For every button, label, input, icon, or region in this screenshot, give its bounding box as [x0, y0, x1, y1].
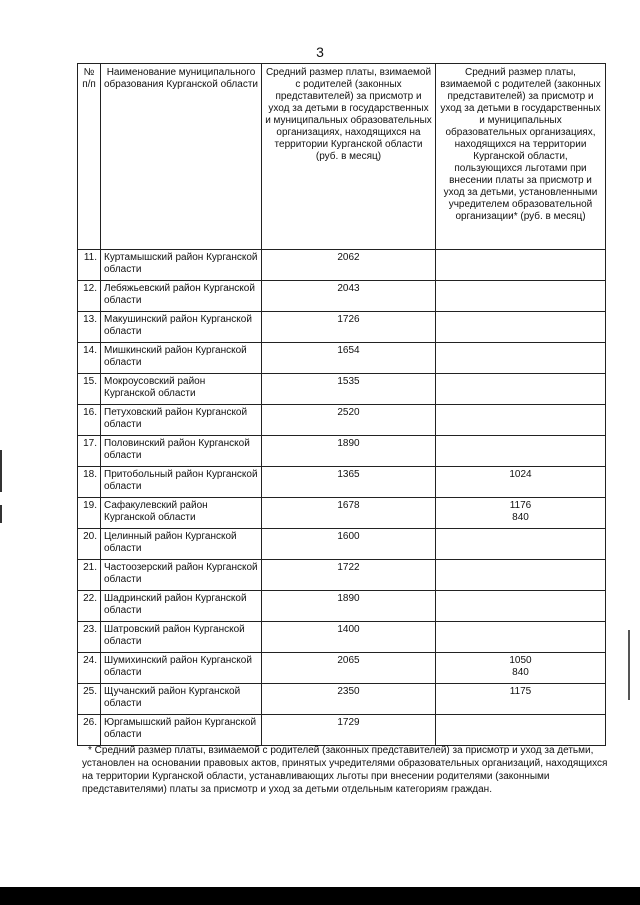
row-avg-fee-benefits	[436, 498, 606, 529]
row-municipality: Целинный район Курганской области	[101, 529, 262, 560]
fees-table	[77, 63, 606, 746]
row-avg-fee: 1726	[262, 312, 436, 343]
row-number: 19.	[78, 498, 101, 529]
scan-margin-mark	[0, 505, 2, 523]
row-municipality: Юргамышский район Курганской области	[101, 715, 262, 746]
row-number: 12.	[78, 281, 101, 312]
row-number: 20.	[78, 529, 101, 560]
row-municipality: Половинский район Курганской области	[101, 436, 262, 467]
row-avg-fee-benefits	[436, 560, 606, 591]
row-avg-fee: 1729	[262, 715, 436, 746]
row-number: 25.	[78, 684, 101, 715]
table-row	[78, 591, 606, 622]
row-number: 18.	[78, 467, 101, 498]
row-avg-fee: 2065	[262, 653, 436, 684]
row-avg-fee-benefits	[436, 343, 606, 374]
row-avg-fee-benefits	[436, 405, 606, 436]
row-number: 26.	[78, 715, 101, 746]
row-number: 16.	[78, 405, 101, 436]
row-avg-fee: 1890	[262, 436, 436, 467]
table-row	[78, 653, 606, 684]
row-municipality: Макушинский район Курганской области	[101, 312, 262, 343]
table-row	[78, 281, 606, 312]
row-avg-fee: 1365	[262, 467, 436, 498]
table-row	[78, 560, 606, 591]
header-avg-fee: Средний размер платы, взимаемой с родителей (законных представителей) за присмотр и уход за детьми в государственных и муниципальных образовательных организациях, находящихся на территории Курганской области (руб. в месяц)	[262, 64, 436, 250]
row-municipality: Лебяжьевский район Курганской области	[101, 281, 262, 312]
scan-edge-bar	[0, 887, 640, 905]
row-avg-fee-benefits	[436, 436, 606, 467]
row-avg-fee: 1654	[262, 343, 436, 374]
row-avg-fee: 1678	[262, 498, 436, 529]
row-avg-fee-benefits	[436, 622, 606, 653]
benefit-value: 1175	[509, 686, 532, 697]
row-municipality: Шатровский район Курганской области	[101, 622, 262, 653]
benefit-value: 1176	[509, 500, 532, 511]
header-num: № п/п	[78, 64, 101, 250]
row-number: 22.	[78, 591, 101, 622]
page-number: 3	[316, 44, 324, 60]
row-avg-fee-benefits	[436, 529, 606, 560]
row-avg-fee-benefits	[436, 250, 606, 281]
row-number: 14.	[78, 343, 101, 374]
table-row	[78, 529, 606, 560]
row-avg-fee-benefits	[436, 374, 606, 405]
table-row	[78, 312, 606, 343]
row-number: 13.	[78, 312, 101, 343]
row-number: 24.	[78, 653, 101, 684]
row-number: 17.	[78, 436, 101, 467]
table-row	[78, 343, 606, 374]
row-number: 21.	[78, 560, 101, 591]
row-avg-fee-benefits	[436, 684, 606, 715]
header-name: Наименование муниципального образования Курганской области	[101, 64, 262, 250]
row-avg-fee: 1600	[262, 529, 436, 560]
row-municipality: Петуховский район Курганской области	[101, 405, 262, 436]
table-row	[78, 498, 606, 529]
row-avg-fee: 2520	[262, 405, 436, 436]
row-municipality: Частоозерский район Курганской области	[101, 560, 262, 591]
row-municipality: Притобольный район Курганской области	[101, 467, 262, 498]
row-avg-fee: 1722	[262, 560, 436, 591]
benefit-value: 840	[512, 512, 529, 523]
benefit-value: 1024	[509, 469, 532, 480]
scan-margin-mark	[628, 630, 630, 700]
benefit-value: 1050	[509, 655, 532, 666]
row-avg-fee-benefits	[436, 467, 606, 498]
row-avg-fee: 1400	[262, 622, 436, 653]
row-avg-fee-benefits	[436, 653, 606, 684]
row-municipality: Куртамышский район Курганской области	[101, 250, 262, 281]
row-municipality: Мокроусовский район Курганской области	[101, 374, 262, 405]
table-row	[78, 436, 606, 467]
row-avg-fee: 1890	[262, 591, 436, 622]
row-municipality: Сафакулевский район Курганской области	[101, 498, 262, 529]
row-avg-fee-benefits	[436, 312, 606, 343]
row-number: 15.	[78, 374, 101, 405]
row-number: 11.	[78, 250, 101, 281]
row-avg-fee-benefits	[436, 591, 606, 622]
row-municipality: Мишкинский район Курганской области	[101, 343, 262, 374]
row-avg-fee: 2043	[262, 281, 436, 312]
row-number: 23.	[78, 622, 101, 653]
footnote: * Средний размер платы, взимаемой с родителей (законных представителей) за присмотр и уход за детьми, установлен на основании правовых актов, принятых учредителями образовательных организаций, находящихся на территории Курганской области, устанавливающих льготы при внесении родителями (законными представителями) платы за присмотр и уход за детьми отдельным категориям граждан.	[82, 745, 608, 795]
table-row	[78, 684, 606, 715]
table-row	[78, 250, 606, 281]
table-row	[78, 374, 606, 405]
row-municipality: Щучанский район Курганской области	[101, 684, 262, 715]
row-avg-fee: 2062	[262, 250, 436, 281]
table-row	[78, 715, 606, 746]
scan-margin-mark	[0, 450, 2, 492]
header-avg-fee-benefits: Средний размер платы, взимаемой с родителей (законных представителей) за присмотр и уход за детьми в государственных и муниципальных образовательных организациях, находящихся на территории Курганской области, пользующихся льготами при внесении платы за присмотр и уход за детьми, установленными учредителем образовательной организации* (руб. в месяц)	[436, 64, 606, 250]
row-municipality: Шумихинский район Курганской области	[101, 653, 262, 684]
row-avg-fee: 1535	[262, 374, 436, 405]
row-municipality: Шадринский район Курганской области	[101, 591, 262, 622]
benefit-value: 840	[512, 667, 529, 678]
table-row	[78, 405, 606, 436]
table-row	[78, 467, 606, 498]
row-avg-fee-benefits	[436, 715, 606, 746]
row-avg-fee-benefits	[436, 281, 606, 312]
table-row	[78, 622, 606, 653]
row-avg-fee: 2350	[262, 684, 436, 715]
table-body	[78, 250, 606, 746]
